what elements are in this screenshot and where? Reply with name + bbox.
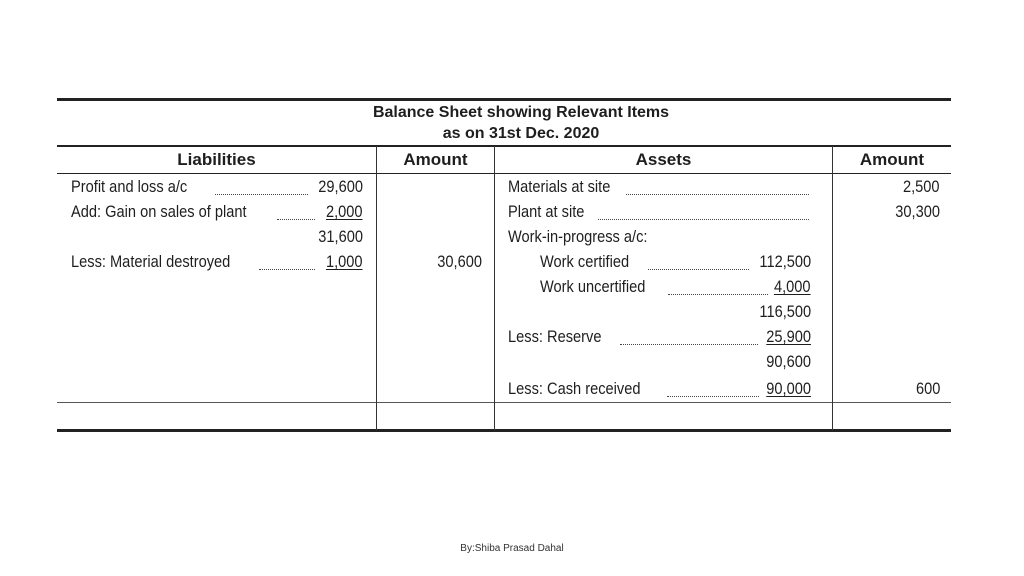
asset-wip-label: Work-in-progress a/c: bbox=[508, 227, 648, 246]
liability-profit-loss-label: Profit and loss a/c bbox=[71, 177, 188, 196]
asset-cash-received-value: 90,000 bbox=[766, 379, 811, 398]
leader-dots bbox=[667, 396, 759, 397]
asset-net-amount: 600 bbox=[915, 379, 940, 398]
asset-work-uncertified-value: 4,000 bbox=[774, 277, 811, 296]
leader-dots bbox=[277, 219, 315, 220]
header-liabilities: Liabilities bbox=[177, 150, 256, 169]
sheet-date: as on 31st Dec. 2020 bbox=[442, 125, 600, 142]
asset-cash-received-label: Less: Cash received bbox=[508, 379, 641, 398]
asset-plant-amount: 30,300 bbox=[895, 202, 940, 221]
liability-gain-label: Add: Gain on sales of plant bbox=[71, 202, 247, 221]
asset-work-certified-value: 112,500 bbox=[759, 252, 811, 271]
header-assets: Assets bbox=[635, 150, 692, 169]
asset-work-uncertified-label: Work uncertified bbox=[540, 277, 646, 296]
column-divider-1 bbox=[376, 146, 377, 431]
asset-materials-label: Materials at site bbox=[508, 177, 611, 196]
leader-dots bbox=[620, 344, 758, 345]
asset-plant-label: Plant at site bbox=[508, 202, 585, 221]
liability-gain-value: 2,000 bbox=[326, 202, 363, 221]
header-amount-left: Amount bbox=[403, 150, 468, 169]
leader-dots bbox=[215, 194, 308, 195]
column-divider-2 bbox=[494, 146, 495, 431]
asset-materials-amount: 2,500 bbox=[903, 177, 940, 196]
liability-material-destroyed-value: 1,000 bbox=[326, 252, 363, 271]
header-top-rule bbox=[57, 145, 951, 147]
total-row-top-rule bbox=[57, 402, 951, 403]
header-amount-right: Amount bbox=[859, 150, 925, 169]
liability-profit-loss-value: 29,600 bbox=[318, 177, 363, 196]
liability-amount: 30,600 bbox=[437, 252, 482, 271]
header-bottom-rule bbox=[57, 173, 951, 174]
leader-dots bbox=[668, 294, 768, 295]
bottom-rule bbox=[57, 429, 951, 432]
leader-dots bbox=[598, 219, 809, 220]
column-divider-3 bbox=[832, 146, 833, 431]
asset-after-reserve: 90,600 bbox=[766, 352, 811, 371]
leader-dots bbox=[626, 194, 809, 195]
asset-reserve-label: Less: Reserve bbox=[508, 327, 602, 346]
liability-subtotal: 31,600 bbox=[318, 227, 363, 246]
top-rule bbox=[57, 98, 951, 101]
sheet-title: Balance Sheet showing Relevant Items bbox=[372, 104, 670, 121]
author-credit: By:Shiba Prasad Dahal bbox=[460, 543, 564, 554]
leader-dots bbox=[259, 269, 315, 270]
asset-work-certified-label: Work certified bbox=[540, 252, 630, 271]
leader-dots bbox=[648, 269, 749, 270]
liability-material-destroyed-label: Less: Material destroyed bbox=[71, 252, 231, 271]
asset-wip-total: 116,500 bbox=[759, 302, 811, 321]
asset-reserve-value: 25,900 bbox=[766, 327, 811, 346]
